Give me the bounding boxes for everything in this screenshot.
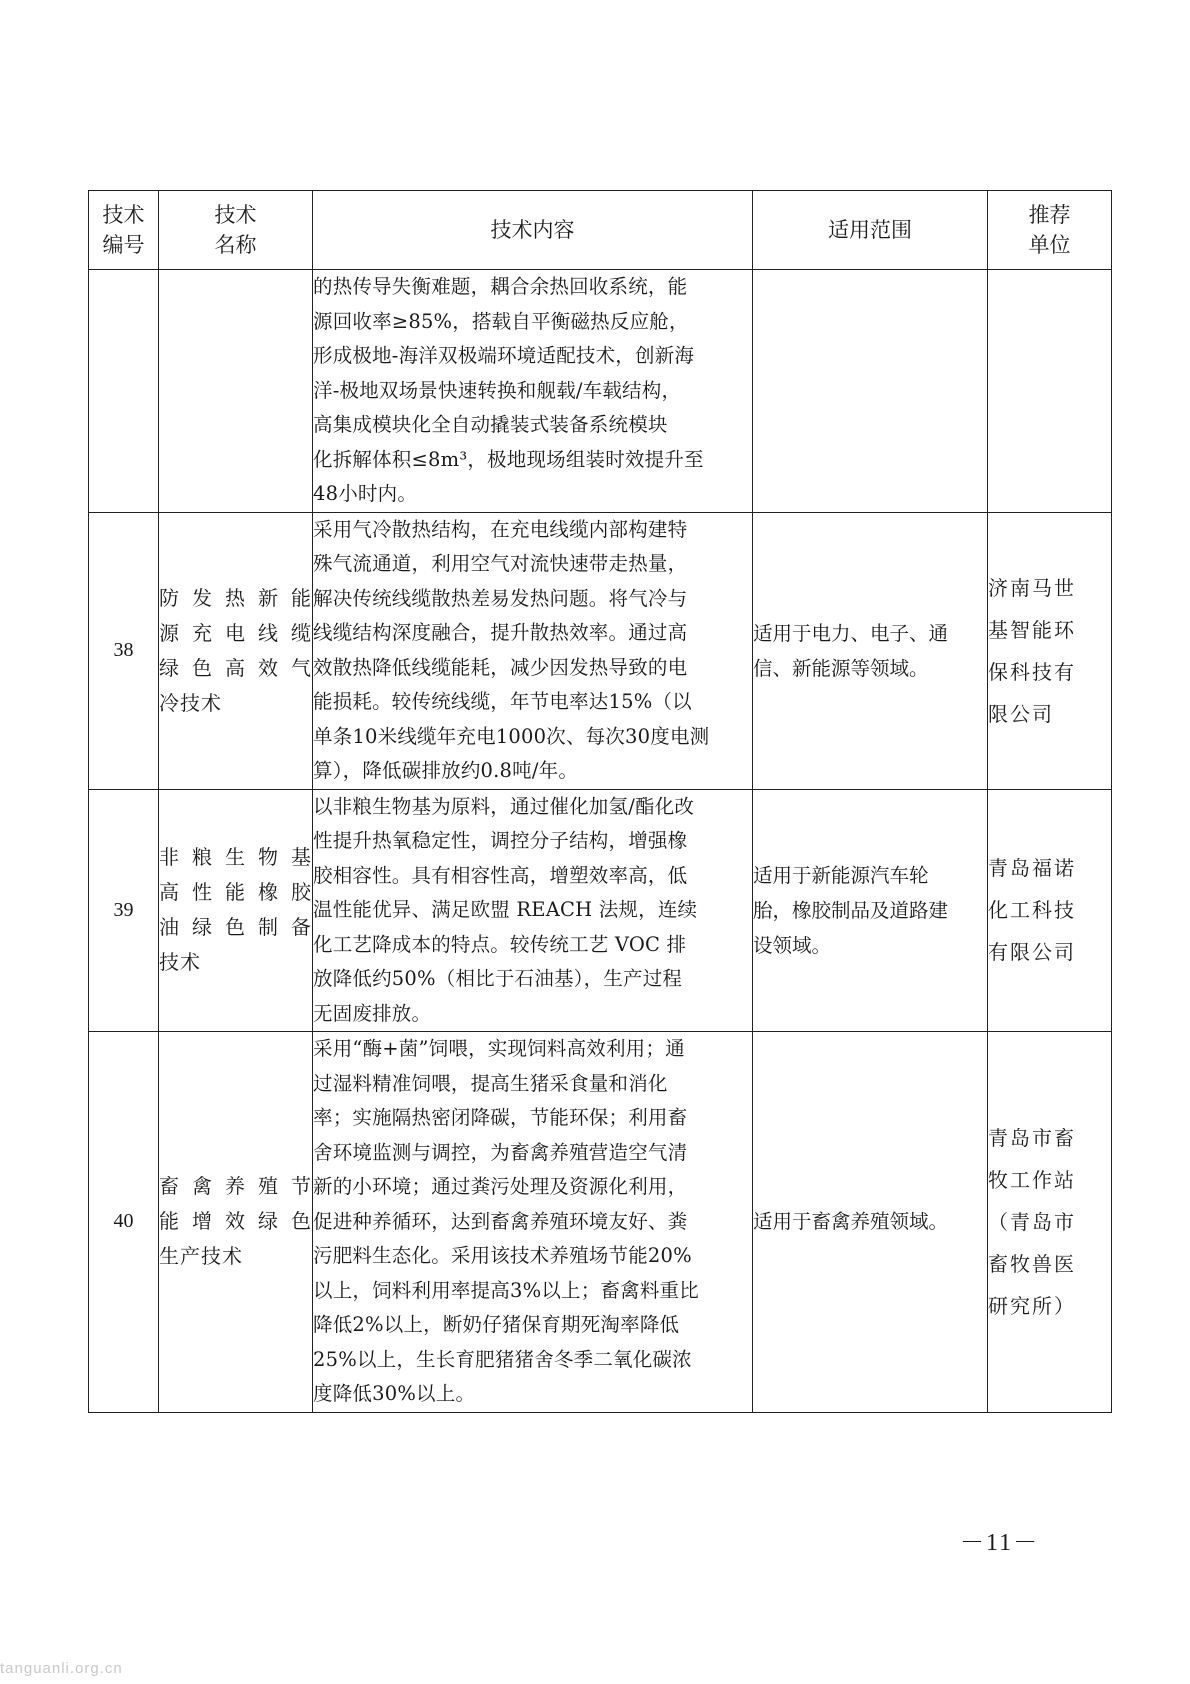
tech-name-line: 畜禽养殖节 (159, 1174, 312, 1199)
header-text: 技术 (102, 203, 145, 227)
tech-content-line: 过湿料精准饲喂，提高生猪采食量和消化 (313, 1071, 668, 1095)
tech-content-line: 胶相容性。具有相容性高，增塑效率高，低 (313, 863, 688, 887)
unit-line: 有限公司 (988, 940, 1076, 965)
unit-line: 畜牧兽医 (988, 1251, 1076, 1276)
scope-line: 胎，橡胶制品及道路建 (753, 898, 949, 922)
tech-content-line: 源回收率≥85%，搭载自平衡磁热反应舱， (313, 309, 689, 333)
tech-content-line: 以上，饲料利用率提高3%以上；畜禽料重比 (313, 1278, 699, 1302)
table-header-row (89, 191, 1112, 270)
tech-name-line: 高性能橡胶 (159, 880, 312, 905)
scope-cell (753, 270, 988, 513)
scope-cell (753, 1032, 988, 1413)
scope-line: 信、新能源等领域。 (753, 656, 929, 680)
header-text: 名称 (214, 233, 257, 257)
tech-name-line: 油绿色制备 (159, 915, 312, 940)
tech-content-line: 化工艺降成本的特点。较传统工艺 VOC 排 (313, 932, 687, 956)
tech-name-line: 生产技术 (159, 1244, 243, 1269)
table-row (89, 512, 1112, 789)
unit-line: 基智能环 (988, 617, 1076, 642)
tech-content-line: 25%以上，生长育肥猪猪舍冬季二氧化碳浓 (313, 1347, 692, 1371)
tech-content-line: 线缆结构深度融合，提升散热效率。通过高 (313, 621, 688, 644)
recommending-unit-cell (988, 512, 1112, 789)
tech-content-line: 污肥料生态化。采用该技术养殖场节能20% (313, 1244, 692, 1267)
tech-number-cell: 40 (89, 1032, 159, 1413)
tech-number-cell (89, 270, 159, 513)
tech-content-line: 采用气冷散热结构，在充电线缆内部构建特 (313, 517, 688, 541)
tech-content-line: 算），降低碳排放约0.8吨/年。 (313, 759, 579, 782)
header-recommending-unit (988, 191, 1112, 270)
tech-name-line: 非粮生物基 (159, 845, 312, 870)
tech-content-cell (313, 1032, 753, 1413)
scope-line: 适用于畜禽养殖领域。 (753, 1210, 949, 1234)
tech-content-line: 形成极地-海洋双极端环境适配技术，创新海 (313, 344, 695, 367)
unit-line: 青岛市畜 (988, 1125, 1076, 1150)
unit-line: 化工科技 (988, 898, 1076, 923)
table-row (89, 270, 1112, 513)
tech-content-line: 舍环境监测与调控，为畜禽养殖营造空气清 (313, 1140, 688, 1164)
header-tech-name (159, 191, 313, 270)
tech-content-line: 48小时内。 (313, 482, 418, 505)
tech-content-line: 殊气流通道，利用空气对流快速带走热量， (313, 552, 688, 575)
tech-name-line: 绿色高效气 (159, 655, 312, 680)
technology-table (88, 190, 1112, 1413)
tech-content-line: 促进种养循环，达到畜禽养殖环境友好、粪 (313, 1209, 688, 1233)
tech-content-line: 新的小环境；通过粪污处理及资源化利用， (313, 1175, 688, 1198)
tech-content-line: 降低2%以上，断奶仔猪保育期死淘率降低 (313, 1313, 680, 1336)
tech-content-line: 性提升热氧稳定性，调控分子结构，增强橡 (313, 829, 688, 852)
tech-content-line: 无固废排放。 (313, 1001, 432, 1025)
table-row (89, 789, 1112, 1032)
scope-line: 适用于新能源汽车轮 (753, 863, 929, 887)
tech-name-line: 源充电线缆 (159, 620, 312, 645)
header-text: 单位 (1028, 233, 1071, 257)
tech-content-line: 采用“酶+菌”饲喂，实现饲料高效利用；通 (313, 1037, 685, 1060)
tech-content-line: 单条10米线缆年充电1000次、每次30度电测 (313, 724, 710, 748)
unit-line: （青岛市 (988, 1209, 1076, 1234)
tech-content-line: 高集成模块化全自动撬装式装备系统模块 (313, 413, 668, 436)
unit-line: 研究所） (988, 1293, 1076, 1318)
recommending-unit-cell (988, 270, 1112, 513)
tech-content-cell (313, 512, 753, 789)
tech-content-line: 的热传导失衡难题，耦合余热回收系统，能 (313, 275, 688, 298)
tech-content-line: 洋-极地双场景快速转换和舰载/车载结构， (313, 378, 682, 402)
table-row (89, 1032, 1112, 1413)
tech-content-line: 率；实施隔热密闭降碳，节能环保；利用畜 (313, 1106, 688, 1129)
table-body (89, 270, 1112, 1413)
recommending-unit-cell (988, 1032, 1112, 1413)
tech-content-line: 效散热降低线缆能耗，减少因发热导致的电 (313, 655, 688, 679)
header-text: 适用范围 (828, 218, 912, 242)
scope-cell (753, 512, 988, 789)
unit-line: 牧工作站 (988, 1167, 1076, 1192)
page-number: －11－ (960, 1530, 1040, 1556)
tech-name-cell (159, 270, 313, 513)
tech-name-cell (159, 512, 313, 789)
tech-content-line: 温性能优异、满足欧盟 REACH 法规，连续 (313, 898, 698, 921)
tech-content-cell (313, 270, 753, 513)
scope-cell (753, 789, 988, 1032)
scope-line: 设领域。 (753, 933, 832, 957)
unit-line: 保科技有 (988, 659, 1076, 684)
tech-name-line: 冷技术 (159, 690, 222, 715)
unit-line: 济南马世 (988, 575, 1076, 600)
header-text: 技术内容 (490, 218, 575, 242)
tech-content-line: 能损耗。较传统线缆，年节电率达15%（以 (313, 690, 692, 713)
tech-name-cell (159, 1032, 313, 1413)
header-tech-content (313, 191, 753, 270)
tech-name-line: 能增效绿色 (159, 1209, 312, 1234)
tech-content-line: 化拆解体积≤8m³，极地现场组装时效提升至 (313, 447, 704, 471)
tech-content-line: 放降低约50%（相比于石油基），生产过程 (313, 967, 683, 990)
header-tech-number (89, 191, 159, 270)
tech-number-cell: 38 (89, 512, 159, 789)
tech-content-line: 度降低30%以上。 (313, 1382, 476, 1405)
tech-name-cell (159, 789, 313, 1032)
recommending-unit-cell (988, 789, 1112, 1032)
tech-name-line: 防发热新能 (159, 585, 312, 610)
tech-number-cell: 39 (89, 789, 159, 1032)
tech-content-cell (313, 789, 753, 1032)
tech-name-line: 技术 (159, 950, 201, 975)
header-scope (753, 191, 988, 270)
tech-content-line: 解决传统线缆散热差易发热问题。将气冷与 (313, 586, 688, 610)
unit-line: 青岛福诺 (988, 856, 1076, 881)
watermark: tanguanli.org.cn (0, 1660, 123, 1677)
header-text: 编号 (102, 233, 145, 257)
unit-line: 限公司 (988, 701, 1054, 726)
header-text: 技术 (214, 203, 257, 227)
scope-line: 适用于电力、电子、通 (753, 621, 949, 645)
tech-content-line: 以非粮生物基为原料，通过催化加氢/酯化改 (313, 794, 695, 818)
header-text: 推荐 (1028, 203, 1071, 227)
